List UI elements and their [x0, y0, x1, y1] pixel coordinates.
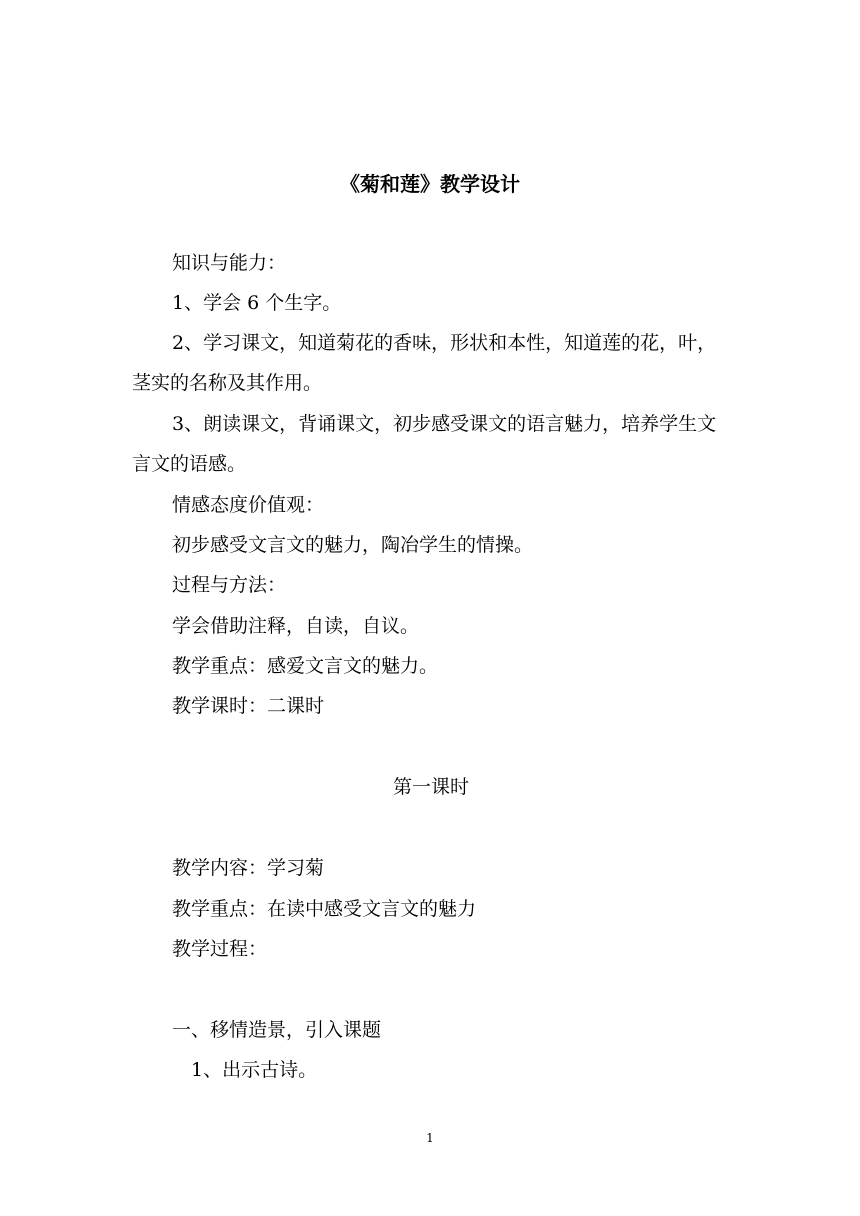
- section-heading: 一、移情造景，引入课题: [172, 1019, 382, 1041]
- process-heading: 过程与方法：: [172, 574, 287, 596]
- teaching-key-point: 教学重点：感爱文言文的魅力。: [172, 655, 439, 677]
- objective-item-2: 2、学习课文，知道菊花的香味，形状和本性，知道莲的花，叶，茎实的名称及其作用。: [132, 332, 717, 394]
- document-title: 《菊和莲》教学设计: [340, 172, 520, 196]
- lesson-key-point: 教学重点：在读中感受文言文的魅力: [172, 898, 477, 920]
- page-number: 1: [426, 1131, 434, 1145]
- class-hours: 教学课时：二课时: [172, 695, 325, 717]
- process-text: 学会借助注释，自读，自议。: [172, 615, 420, 637]
- emotion-heading: 情感态度价值观：: [172, 494, 325, 516]
- lesson-heading: 第一课时: [392, 776, 469, 798]
- lesson-process-heading: 教学过程：: [172, 938, 268, 960]
- emotion-text: 初步感受文言文的魅力，陶冶学生的情操。: [172, 534, 534, 556]
- objective-item-3: 3、朗读课文，背诵课文，初步感受课文的语言魅力，培养学生文言文的语感。: [132, 413, 717, 475]
- knowledge-heading: 知识与能力：: [172, 252, 287, 274]
- section-step-1: 1、出示古诗。: [191, 1059, 318, 1081]
- lesson-content: 教学内容：学习菊: [172, 857, 325, 879]
- objective-item-1: 1、学会 6 个生字。: [172, 292, 342, 314]
